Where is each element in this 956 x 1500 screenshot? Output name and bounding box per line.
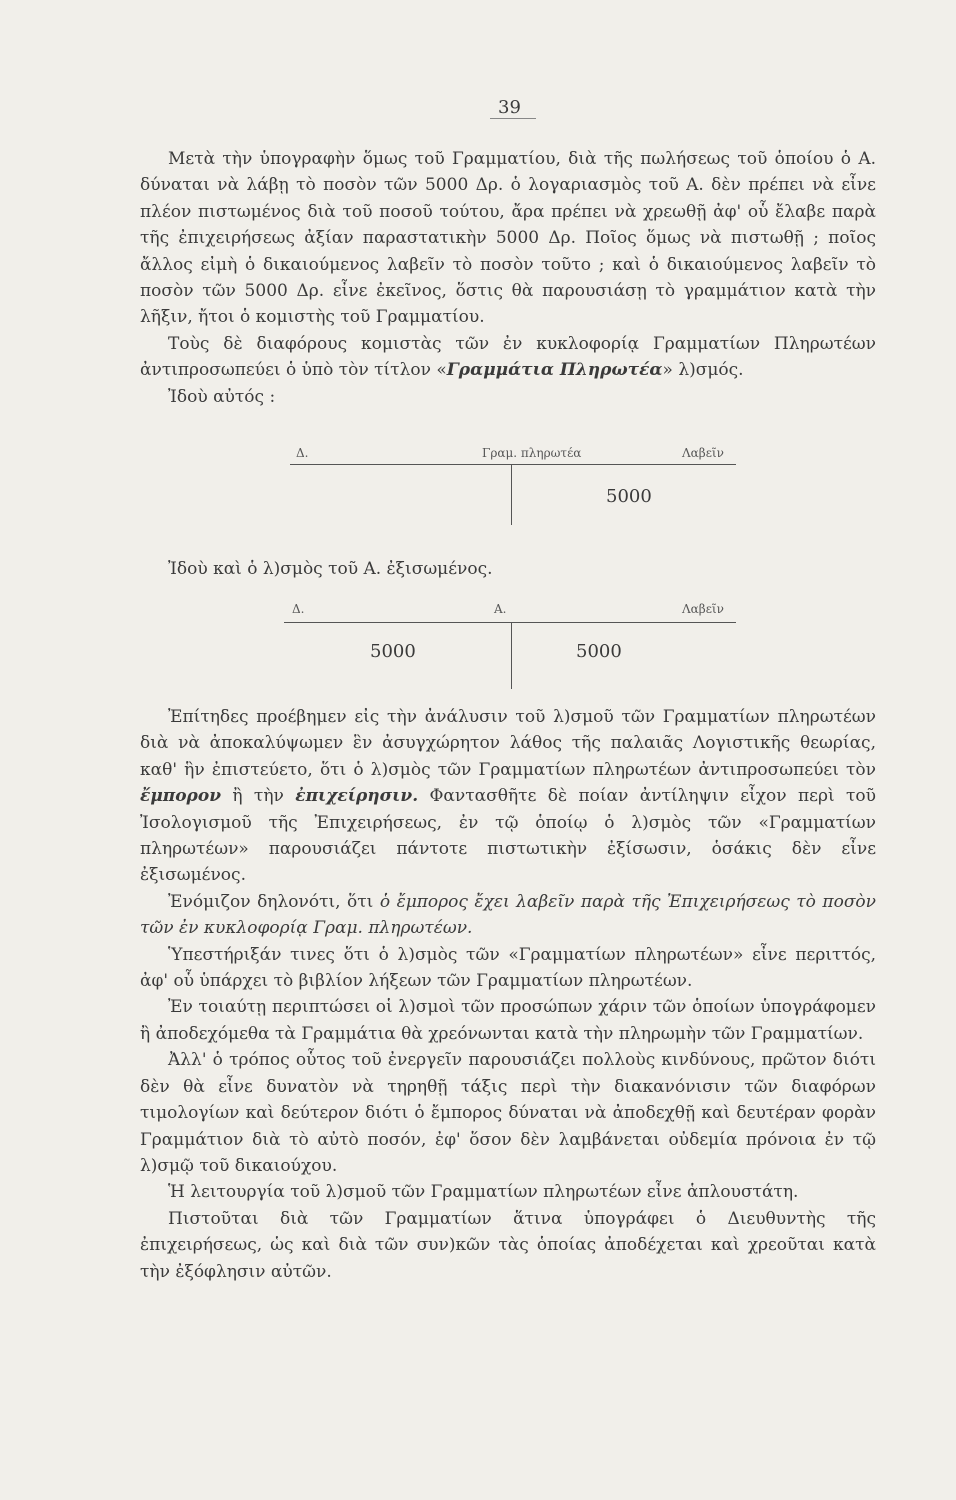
emphasis-enterprise: ἐπιχείρησιν. [295,786,419,807]
ledger1-credit-label: Λαβεῖν [682,446,724,460]
paragraph-they-believed [140,889,876,942]
ledger1-top-rule [290,464,736,465]
paragraph-analysis [140,704,876,889]
paragraph-superfluous: Ὑπεστήριξάν τινες ὅτι ὁ λ)σμὸς τῶν «Γραμματίων πληρωτέων» εἶνε περιττός, ἀφ' οὗ ὑπάρχει τὸ βιβλίον λήξεων τῶν Γραμματίων πληρωτέων. [140,944,876,992]
ledger2-debit-value: 5000 [370,641,416,662]
text-block-mid [140,556,876,582]
paragraph-analysis-or: ἢ τὴν [221,786,296,807]
paragraph-bearers-end: » λ)σμός. [662,360,744,381]
paragraph-here-it-is: Ἰδοὺ αὐτός : [168,386,276,407]
paragraph-analysis-rest: Φαντασθῆτε δὲ ποίαν ἀντίληψιν εἶχον περὶ τοῦ Ἰσολογισμοῦ τῆς Ἐπιχειρήσεως, ἐν τῷ ὁποίῳ ὁ λ)σμὸς τῶν «Γραμματίων πληρωτέων» παρουσιάζει πάντοτε πιστωτικὴν ἐξίσωσιν, ὁσάκις δὲν εἶνε ἐξισωμένος. [140,786,876,886]
text-block-top [140,146,876,410]
emphasis-merchant: ἔμπορον [140,786,221,807]
ledger2-debit-label: Δ. [292,602,305,616]
paragraph-balanced-account: Ἰδοὺ καὶ ὁ λ)σμὸς τοῦ Α. ἐξισωμένος. [168,559,493,579]
ledger2-credit-label: Λαβεῖν [682,602,724,616]
paragraph-dangers: Ἀλλ' ὁ τρόπος οὗτος τοῦ ἐνεργεῖν παρουσιάζει πολλοὺς κινδύνους, πρῶτον διότι δὲν θὰ εἶνε δυνατὸν νὰ τηρηθῇ τάξις περὶ τὴν διακανόνισιν τῶν διαφόρων τιμολογίων καὶ δεύτερον διότι ὁ ἔμπορος δύναται νὰ ἀποδεχθῇ καὶ δευτέραν φορὰν Γραμμάτιον διὰ τὸ αὐτὸ ποσόν, ἐφ' ὅσον δὲν λαμβάνεται οὐδεμία πρόνοια ἐν τῷ λ)σμῷ τοῦ δικαιούχου. [140,1050,876,1176]
ledger1-title: Γραμ. πληρωτέα [482,446,582,460]
ledger1-credit-value: 5000 [606,486,652,507]
paragraph-bearers [140,331,876,384]
ledger2-top-rule [284,622,736,623]
page-number: 39 [498,97,521,118]
paragraph-intro: Μετὰ τὴν ὑπογραφὴν ὅμως τοῦ Γραμματίου, διὰ τῆς πωλήσεως τοῦ ὁποίου ὁ Α. δύναται νὰ λάβῃ τὸ ποσὸν τῶν 5000 Δρ. ὁ λογαριασμὸς τοῦ Α. δὲν πρέπει νὰ εἶνε πλέον πιστωμένος διὰ τοῦ ποσοῦ τούτου, ἄρα πρέπει νὰ χρεωθῇ ἀφ' οὗ ἔλαβε παρὰ τῆς ἐπιχειρήσεως ἀξίαν παραστατικὴν 5000 Δρ. Ποῖος ὅμως νὰ πιστωθῇ ; ποῖος ἄλλος εἰμὴ ὁ δικαιούμενος λαβεῖν τὸ ποσὸν τοῦτο ; καὶ ὁ δικαιούμενος λαβεῖν τὸ ποσὸν τῶν 5000 Δρ. εἶνε ἐκεῖνος, ὅστις θὰ παρουσιάσῃ τὸ γραμμάτιον κατὰ τὴν λῆξιν, ἤτοι ὁ κομιστὴς τοῦ Γραμματίου. [140,149,876,328]
ledger1-debit-label: Δ. [296,446,309,460]
paragraph-they-believed-italic: ὁ ἔμπορος ἔχει λαβεῖν παρὰ τῆς Ἐπιχειρήσεως τὸ ποσὸν τῶν ἐν κυκλοφορίᾳ Γραμ. πληρωτέων. [140,891,876,939]
paragraph-analysis-text: Ἐπίτηδες προέβημεν εἰς τὴν ἀνάλυσιν τοῦ λ)σμοῦ τῶν Γραμματίων πληρωτέων διὰ νὰ ἀποκαλύψωμεν ἓν ἀσυγχώρητον λάθος τῆς παλαιᾶς Λογιστικῆς θεωρίας, καθ' ἣν ἐπιστεύετο, ὅτι ὁ λ)σμὸς τῶν Γραμματίων πληρωτέων ἀντιπροσωπεύει τὸν [140,707,876,780]
paragraph-they-believed-lead: Ἐνόμιζον δηλονότι, ὅτι [168,891,380,912]
ledger2-credit-value: 5000 [576,641,622,662]
ledger2-title: Α. [494,602,507,616]
page-number-rule [490,118,536,119]
paragraph-credited: Πιστοῦται διὰ τῶν Γραμματίων ἅτινα ὑπογράφει ὁ Διευθυντὴς τῆς ἐπιχειρήσεως, ὡς καὶ διὰ τῶν συν)κῶν τὰς ὁποίας ἀποδέχεται καὶ χρεοῦται κατὰ τὴν ἐξόφλησιν αὐτῶν. [140,1208,876,1282]
ledger1-divider [511,465,512,525]
ledger2-divider [511,623,512,689]
paragraph-bearers-text: Τοὺς δὲ διαφόρους κομιστὰς τῶν ἐν κυκλοφορίᾳ Γραμματίων Πληρωτέων ἀντιπροσωπεύει ὁ ὑπὸ τὸν τίτλον « [140,333,876,381]
paragraph-in-such-case: Ἐν τοιαύτῃ περιπτώσει οἱ λ)σμοὶ τῶν προσώπων χάριν τῶν ὁποίων ὑπογράφομεν ἢ ἀποδεχόμεθα τὰ Γραμμάτια θὰ χρεόνωνται κατὰ τὴν πληρωμὴν τῶν Γραμματίων. [140,997,876,1044]
paragraph-function: Ἡ λειτουργία τοῦ λ)σμοῦ τῶν Γραμματίων πληρωτέων εἶνε ἁπλουστάτη. [168,1182,799,1203]
text-block-bottom [140,704,876,1285]
account-title-emphasis: Γραμμάτια Πληρωτέα [446,360,663,381]
